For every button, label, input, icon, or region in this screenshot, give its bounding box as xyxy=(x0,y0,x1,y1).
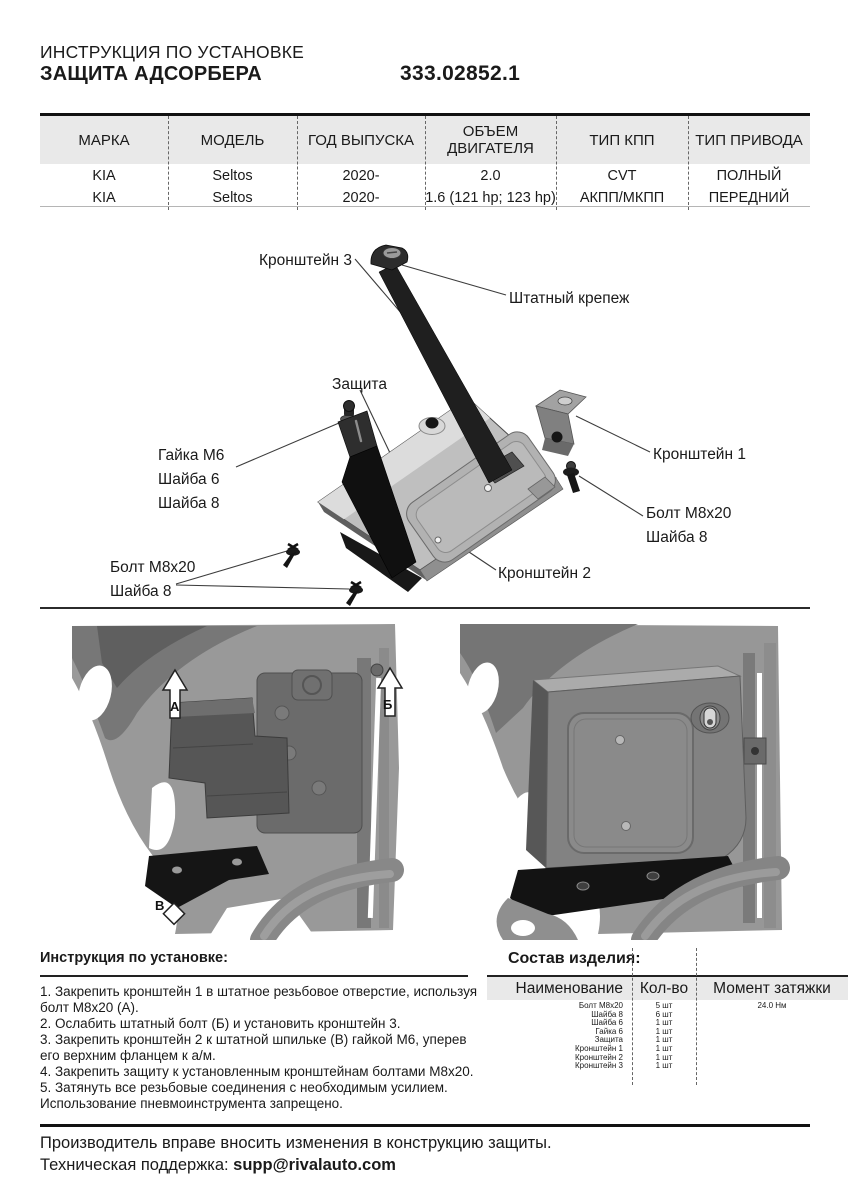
col-header-model: МОДЕЛЬ xyxy=(200,131,265,149)
installation-instructions xyxy=(40,950,478,1112)
cell-make: KIA xyxy=(92,168,116,184)
parts-row: Шайба 8 6 шт xyxy=(591,1009,673,1019)
column-divider xyxy=(696,948,697,1085)
bracket1-illustration xyxy=(536,390,586,456)
vehicle-fitment-table xyxy=(40,113,810,207)
column-divider xyxy=(168,116,169,210)
section-divider xyxy=(40,607,810,609)
instruction-step: 3. Закрепить кронштейн 2 к штатной шпильке (В) гайкой М6, уперев его верхним фланцем к а/м. xyxy=(40,1032,467,1063)
cell-drive: ПОЛНЫЙ xyxy=(716,168,782,184)
cell-gearbox: CVT xyxy=(607,168,637,184)
label-nut-group: Гайка М6 Шайба 6 Шайба 8 xyxy=(158,447,225,512)
parts-row: Гайка 6 1 шт xyxy=(595,1026,673,1036)
center-mount-illustration xyxy=(419,418,445,435)
cell-model: Seltos xyxy=(212,190,253,206)
col-header-qty: Кол-во xyxy=(639,979,689,997)
doc-type-title: ИНСТРУКЦИЯ ПО УСТАНОВКЕ xyxy=(40,42,304,62)
exploded-view-diagram xyxy=(40,240,810,608)
footer-note: Производитель вправе вносить изменения в конструкцию защиты. xyxy=(40,1134,552,1152)
instruction-step: 1. Закрепить кронштейн 1 в штатное резьбовое отверстие, используя болт М8х20 (А). xyxy=(40,984,478,1015)
parts-header-row xyxy=(487,977,848,1000)
cell-engine: 2.0 xyxy=(480,168,501,184)
svg-text:В: В xyxy=(155,898,165,913)
support-label: Техническая поддержка: xyxy=(40,1156,234,1174)
label-bracket1: Кронштейн 1 xyxy=(653,446,746,463)
instruction-step: 5. Затянуть все резьбовые соединения с необходимым усилием. xyxy=(40,1080,448,1095)
instruction-step: 2. Ослабить штатный болт (Б) и установить кронштейн 3. xyxy=(40,1016,401,1031)
svg-text:Б: Б xyxy=(383,697,393,712)
cell-gearbox: АКПП/МКПП xyxy=(579,190,665,206)
parts-row: Болт М8х20 5 шт 24.0 Нм xyxy=(578,1001,787,1010)
product-title: ЗАЩИТА АДСОРБЕРА xyxy=(40,63,262,85)
footer-support xyxy=(40,1156,396,1175)
col-header-year: ГОД ВЫПУСКА xyxy=(307,131,415,149)
cell-drive: ПЕРЕДНИЙ xyxy=(708,190,790,206)
cell-year: 2020- xyxy=(342,168,380,184)
instruction-note: Использование пневмоинструмента запрещено. xyxy=(40,1096,343,1111)
parts-row: Кронштейн 2 1 шт xyxy=(575,1052,673,1062)
column-divider xyxy=(632,948,633,1085)
label-bolt-right: Болт М8х20 Шайба 8 xyxy=(646,505,732,546)
col-header-gearbox: ТИП КПП xyxy=(589,131,655,149)
parts-rows xyxy=(487,1002,848,1071)
col-header-engine: ОБЪЕМ ДВИГАТЕЛЯ xyxy=(447,123,534,157)
part-number: 333.02852.1 xyxy=(400,62,521,85)
parts-row: Кронштейн 3 1 шт xyxy=(575,1061,673,1071)
instruction-step: 4. Закрепить защиту к установленным кронштейнам болтами М8х20. xyxy=(40,1064,474,1079)
parts-row: Шайба 6 1 шт xyxy=(591,1018,673,1028)
label-bracket3: Кронштейн 3 xyxy=(259,252,352,269)
cell-year: 2020- xyxy=(342,190,380,206)
col-header-make: МАРКА xyxy=(78,131,130,149)
label-bolt-left: Болт М8х20 Шайба 8 xyxy=(110,559,196,600)
col-header-drive: ТИП ПРИВОДА xyxy=(695,131,803,149)
instructions-title: Инструкция по установке: xyxy=(40,950,228,966)
footer-rule xyxy=(40,1124,810,1127)
cell-make: KIA xyxy=(92,190,116,206)
support-email[interactable]: supp@rivalauto.com xyxy=(233,1156,396,1174)
cell-engine: 1.6 (121 hp; 123 hp) xyxy=(425,190,556,206)
instructions-rule xyxy=(40,975,468,977)
column-divider xyxy=(297,116,298,210)
label-oem-fastener: Штатный крепеж xyxy=(509,290,630,307)
bolt-left-illustration xyxy=(283,544,300,568)
svg-text:А: А xyxy=(170,699,180,714)
bolt-right-illustration xyxy=(563,462,580,494)
column-divider xyxy=(556,116,557,210)
parts-title: Состав изделия: xyxy=(508,950,641,967)
parts-row: Кронштейн 1 1 шт xyxy=(575,1043,673,1053)
col-header-torque: Момент затяжки xyxy=(713,979,831,997)
photo-mounting-points xyxy=(57,618,408,940)
photo-installed-shield xyxy=(448,618,790,940)
label-bracket2: Кронштейн 2 xyxy=(498,565,591,582)
parts-row: Защита 1 шт xyxy=(594,1035,673,1045)
cell-model: Seltos xyxy=(212,168,253,184)
bolt-left-illustration xyxy=(346,582,363,606)
parts-list-table xyxy=(487,948,848,1088)
column-divider xyxy=(425,116,426,210)
column-divider xyxy=(688,116,689,210)
label-shield: Защита xyxy=(332,376,387,393)
col-header-part-name: Наименование xyxy=(515,979,623,997)
